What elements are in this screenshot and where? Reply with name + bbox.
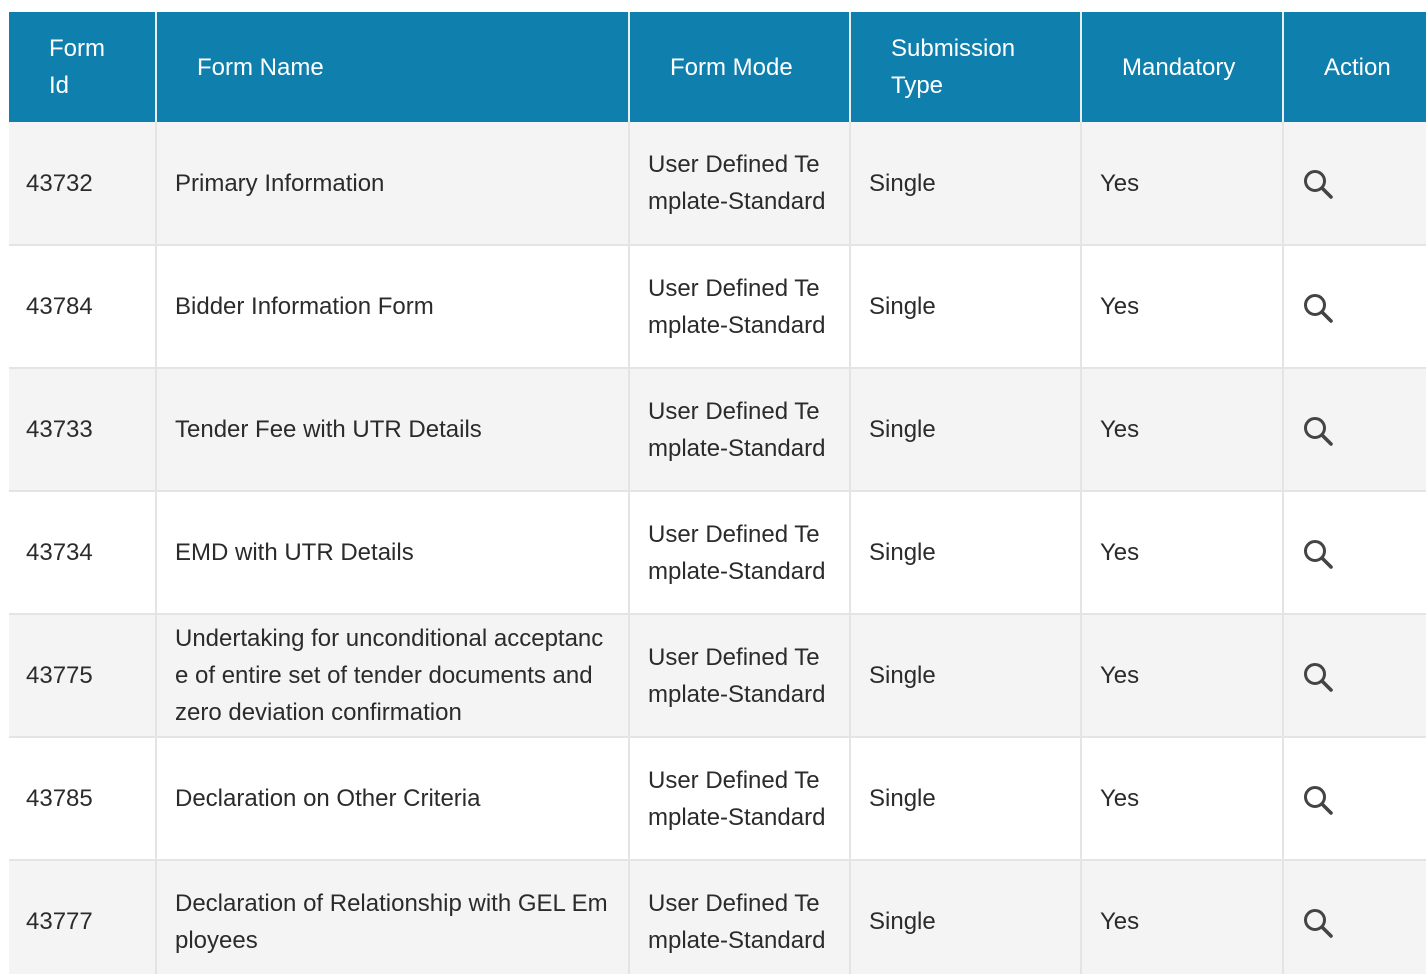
cell-form-name: Declaration on Other Criteria bbox=[156, 737, 629, 860]
cell-form-name: Tender Fee with UTR Details bbox=[156, 368, 629, 491]
search-icon[interactable] bbox=[1302, 784, 1334, 816]
forms-table bbox=[9, 12, 1426, 974]
cell-submission-type: Single bbox=[850, 122, 1081, 245]
cell-mandatory: Yes bbox=[1081, 368, 1283, 491]
search-icon[interactable] bbox=[1302, 538, 1334, 570]
cell-mandatory: Yes bbox=[1081, 245, 1283, 368]
cell-form-mode: User Defined Template-Standard bbox=[629, 122, 850, 245]
header-submission-type: Submission Type bbox=[850, 12, 1081, 122]
cell-form-mode: User Defined Template-Standard bbox=[629, 737, 850, 860]
cell-submission-type: Single bbox=[850, 737, 1081, 860]
header-action: Action bbox=[1283, 12, 1426, 122]
header-form-name: Form Name bbox=[156, 12, 629, 122]
cell-form-id: 43785 bbox=[9, 737, 156, 860]
cell-form-id: 43733 bbox=[9, 368, 156, 491]
cell-action bbox=[1283, 860, 1426, 974]
cell-submission-type: Single bbox=[850, 491, 1081, 614]
cell-form-id: 43732 bbox=[9, 122, 156, 245]
cell-form-name: Bidder Information Form bbox=[156, 245, 629, 368]
table-row bbox=[9, 860, 1426, 974]
cell-form-mode: User Defined Template-Standard bbox=[629, 245, 850, 368]
search-icon[interactable] bbox=[1302, 415, 1334, 447]
cell-form-mode: User Defined Template-Standard bbox=[629, 860, 850, 974]
search-icon[interactable] bbox=[1302, 292, 1334, 324]
cell-action bbox=[1283, 368, 1426, 491]
cell-action bbox=[1283, 614, 1426, 737]
cell-mandatory: Yes bbox=[1081, 860, 1283, 974]
cell-submission-type: Single bbox=[850, 245, 1081, 368]
cell-action bbox=[1283, 737, 1426, 860]
cell-form-name: Undertaking for unconditional acceptance of entire set of tender documents and zero deviation confirmation bbox=[156, 614, 629, 737]
table-header bbox=[9, 12, 1426, 122]
table-row bbox=[9, 491, 1426, 614]
forms-table-container bbox=[9, 12, 1426, 974]
cell-mandatory: Yes bbox=[1081, 122, 1283, 245]
cell-form-id: 43777 bbox=[9, 860, 156, 974]
cell-submission-type: Single bbox=[850, 860, 1081, 974]
table-row bbox=[9, 368, 1426, 491]
cell-form-mode: User Defined Template-Standard bbox=[629, 368, 850, 491]
table-row bbox=[9, 614, 1426, 737]
header-form-mode: Form Mode bbox=[629, 12, 850, 122]
header-row bbox=[9, 12, 1426, 122]
cell-form-mode: User Defined Template-Standard bbox=[629, 614, 850, 737]
cell-action bbox=[1283, 245, 1426, 368]
cell-action bbox=[1283, 122, 1426, 245]
table-row bbox=[9, 122, 1426, 245]
cell-mandatory: Yes bbox=[1081, 614, 1283, 737]
header-mandatory: Mandatory bbox=[1081, 12, 1283, 122]
cell-mandatory: Yes bbox=[1081, 491, 1283, 614]
cell-form-mode: User Defined Template-Standard bbox=[629, 491, 850, 614]
cell-form-id: 43775 bbox=[9, 614, 156, 737]
cell-action bbox=[1283, 491, 1426, 614]
header-form-id: Form Id bbox=[9, 12, 156, 122]
search-icon[interactable] bbox=[1302, 907, 1334, 939]
cell-form-name: EMD with UTR Details bbox=[156, 491, 629, 614]
cell-submission-type: Single bbox=[850, 614, 1081, 737]
search-icon[interactable] bbox=[1302, 168, 1334, 200]
cell-mandatory: Yes bbox=[1081, 737, 1283, 860]
table-row bbox=[9, 737, 1426, 860]
table-row bbox=[9, 245, 1426, 368]
search-icon[interactable] bbox=[1302, 661, 1334, 693]
cell-form-name: Primary Information bbox=[156, 122, 629, 245]
cell-submission-type: Single bbox=[850, 368, 1081, 491]
cell-form-id: 43784 bbox=[9, 245, 156, 368]
cell-form-name: Declaration of Relationship with GEL Employees bbox=[156, 860, 629, 974]
table-body bbox=[9, 122, 1426, 974]
cell-form-id: 43734 bbox=[9, 491, 156, 614]
